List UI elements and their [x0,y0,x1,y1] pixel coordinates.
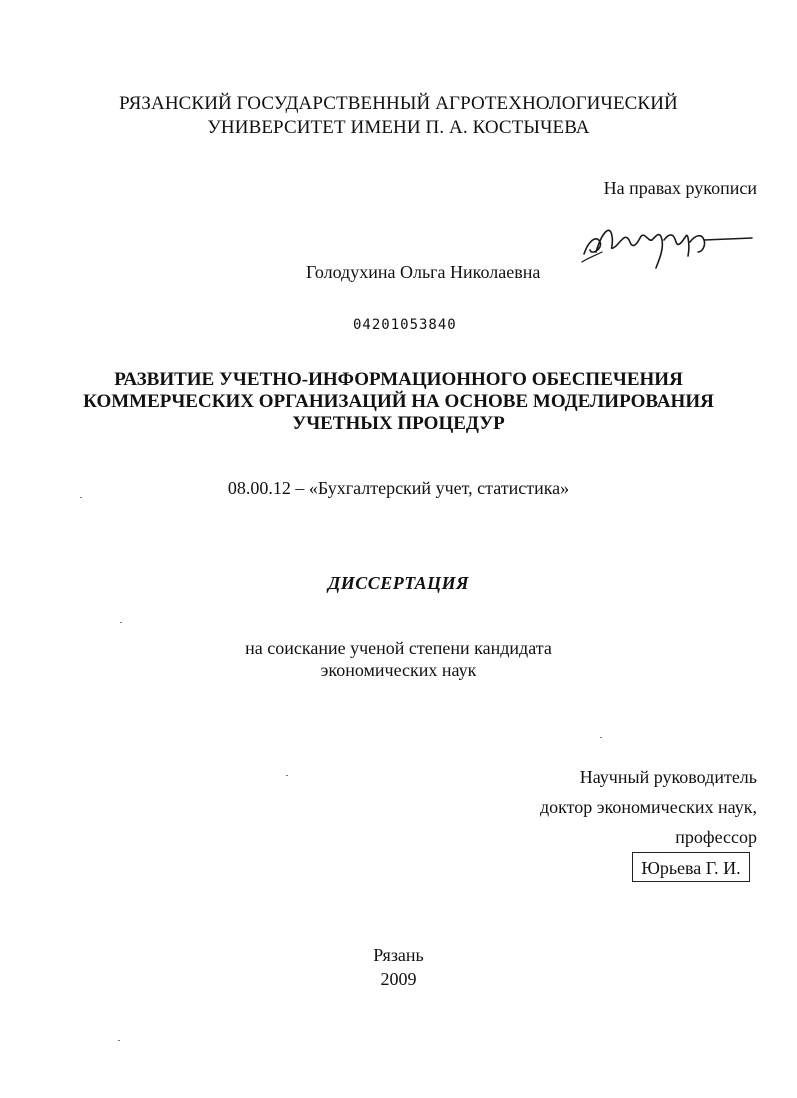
title-line-3: УЧЕТНЫХ ПРОЦЕДУР [292,413,505,434]
university-name [0,92,797,140]
registration-code: 04201053840 [353,317,457,333]
city: Рязань [373,945,424,965]
title-line-1: РАЗВИТИЕ УЧЕТНО-ИНФОРМАЦИОННОГО ОБЕСПЕЧЕНИЯ [114,369,683,390]
scan-speck [118,1040,120,1041]
advisor-role: Научный руководитель [579,767,757,787]
advisor-degree: доктор экономических наук, [540,797,757,817]
author-name: Голодухина Ольга Николаевна [306,262,541,282]
dissertation-title [0,369,797,435]
handwritten-signature [578,212,758,272]
university-line-1: РЯЗАНСКИЙ ГОСУДАРСТВЕННЫЙ АГРОТЕХНОЛОГИЧЕСКИЙ [119,93,678,114]
university-line-2: УНИВЕРСИТЕТ ИМЕНИ П. А. КОСТЫЧЕВА [207,117,590,138]
scan-speck [120,622,122,623]
year: 2009 [380,969,417,989]
degree-line-2: экономических наук [320,660,477,680]
advisor-title: профессор [675,827,757,847]
scan-speck [80,497,82,498]
scan-speck [600,737,602,738]
scan-speck [286,775,288,776]
manuscript-note: На правах рукописи [603,178,757,198]
document-type: ДИССЕРТАЦИЯ [327,573,470,593]
title-line-2: КОММЕРЧЕСКИХ ОРГАНИЗАЦИЙ НА ОСНОВЕ МОДЕЛИРОВАНИЯ [83,391,714,412]
specialty: 08.00.12 – «Бухгалтерский учет, статистика» [227,478,570,498]
degree-line-1: на соискание ученой степени кандидата [245,638,552,658]
degree-sought [0,637,797,681]
advisor-name-box: Юрьева Г. И. [632,852,750,882]
